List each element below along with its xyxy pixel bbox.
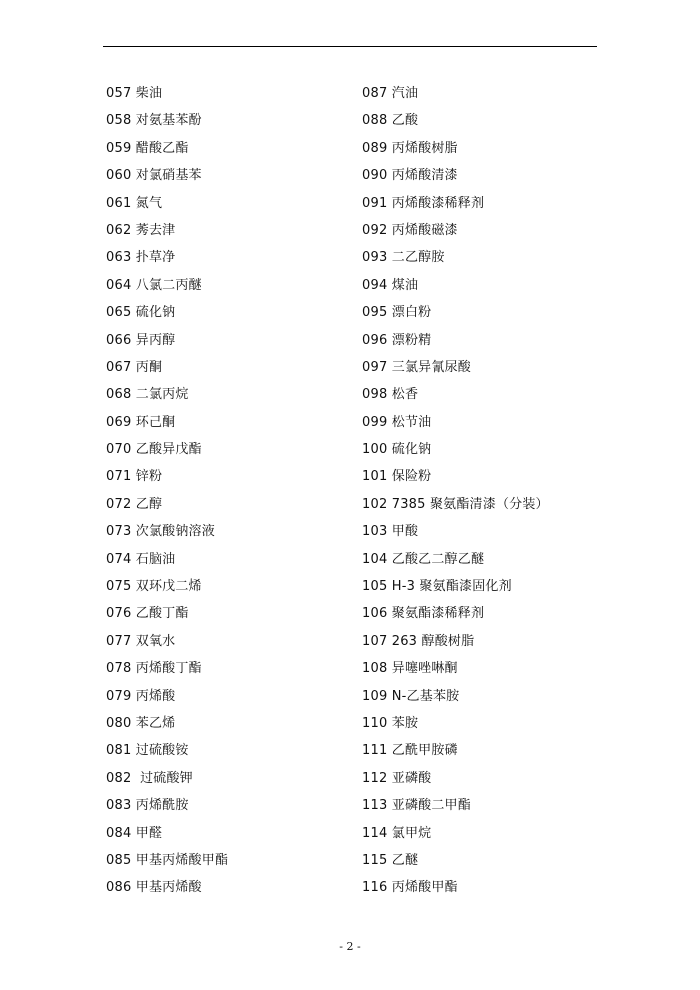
list-item: 104 乙酸乙二醇乙醚 <box>362 551 485 567</box>
list-item: 101 保险粉 <box>362 469 432 485</box>
header-rule <box>103 46 597 47</box>
list-item: 096 漂粉精 <box>362 332 432 348</box>
list-item: 059 醋酸乙酯 <box>106 140 189 156</box>
list-item: 068 二氯丙烷 <box>106 387 189 403</box>
list-item: 063 扑草净 <box>106 250 176 266</box>
list-item: 077 双氧水 <box>106 633 176 649</box>
list-item: 091 丙烯酸漆稀释剂 <box>362 195 485 211</box>
list-item: 090 丙烯酸清漆 <box>362 168 458 184</box>
list-item: 087 汽油 <box>362 86 419 101</box>
page-number: - 2 - <box>339 940 361 953</box>
list-item: 098 松香 <box>362 387 419 403</box>
list-item: 111 乙酰甲胺磷 <box>362 743 458 759</box>
list-item: 069 环己酮 <box>106 414 176 430</box>
list-item: 067 丙酮 <box>106 359 163 375</box>
list-item: 086 甲基丙烯酸 <box>106 880 202 896</box>
list-item: 115 乙醚 <box>362 852 419 868</box>
list-item: 102 7385 聚氨酯清漆（分装） <box>362 496 549 512</box>
list-item: 109 N-乙基苯胺 <box>362 688 460 704</box>
list-item: 093 二乙醇胺 <box>362 250 445 266</box>
list-item: 105 H-3 聚氨酯漆固化剂 <box>362 579 512 595</box>
list-item: 113 亚磷酸二甲酯 <box>362 798 471 814</box>
list-item: 107 263 醇酸树脂 <box>362 633 475 649</box>
list-item: 080 苯乙烯 <box>106 715 176 731</box>
chemical-list-right <box>362 80 662 902</box>
list-item: 083 丙烯酰胺 <box>106 798 189 814</box>
list-item: 070 乙酸异戊酯 <box>106 442 202 458</box>
list-item: 092 丙烯酸磁漆 <box>362 222 458 238</box>
list-item: 103 甲酸 <box>362 524 419 540</box>
list-item: 095 漂白粉 <box>362 305 432 321</box>
list-item: 116 丙烯酸甲酯 <box>362 880 458 896</box>
list-item: 094 煤油 <box>362 277 419 293</box>
list-item: 097 三氯异氰尿酸 <box>362 359 471 375</box>
list-item: 065 硫化钠 <box>106 305 176 321</box>
list-item: 064 八氯二丙醚 <box>106 277 202 293</box>
chemical-list-left <box>106 80 406 902</box>
list-item: 066 异丙醇 <box>106 332 176 348</box>
list-item: 074 石脑油 <box>106 551 176 567</box>
list-item: 110 苯胺 <box>362 715 419 731</box>
list-item: 057 柴油 <box>106 86 163 101</box>
list-item: 060 对氯硝基苯 <box>106 168 202 184</box>
list-item: 081 过硫酸铵 <box>106 743 189 759</box>
list-item: 075 双环戊二烯 <box>106 579 202 595</box>
list-item: 073 次氯酸钠溶液 <box>106 524 215 540</box>
list-item: 061 氮气 <box>106 195 163 211</box>
list-item: 100 硫化钠 <box>362 442 432 458</box>
list-item: 089 丙烯酸树脂 <box>362 140 458 156</box>
list-item: 114 氯甲烷 <box>362 825 432 841</box>
list-item: 079 丙烯酸 <box>106 688 176 704</box>
list-item: 088 乙酸 <box>362 113 419 129</box>
list-item: 078 丙烯酸丁酯 <box>106 661 202 677</box>
list-item: 076 乙酸丁酯 <box>106 606 189 622</box>
list-item: 084 甲醛 <box>106 825 163 841</box>
list-item: 072 乙醇 <box>106 496 163 512</box>
list-item: 106 聚氨酯漆稀释剂 <box>362 606 485 622</box>
list-item: 112 亚磷酸 <box>362 770 432 786</box>
list-item: 058 对氨基苯酚 <box>106 113 202 129</box>
list-item: 062 莠去津 <box>106 222 176 238</box>
list-item: 099 松节油 <box>362 414 432 430</box>
list-item: 071 锌粉 <box>106 469 163 485</box>
list-item: 082 过硫酸钾 <box>106 770 193 786</box>
list-item: 108 异噻唑啉酮 <box>362 661 458 677</box>
list-item: 085 甲基丙烯酸甲酯 <box>106 852 229 868</box>
